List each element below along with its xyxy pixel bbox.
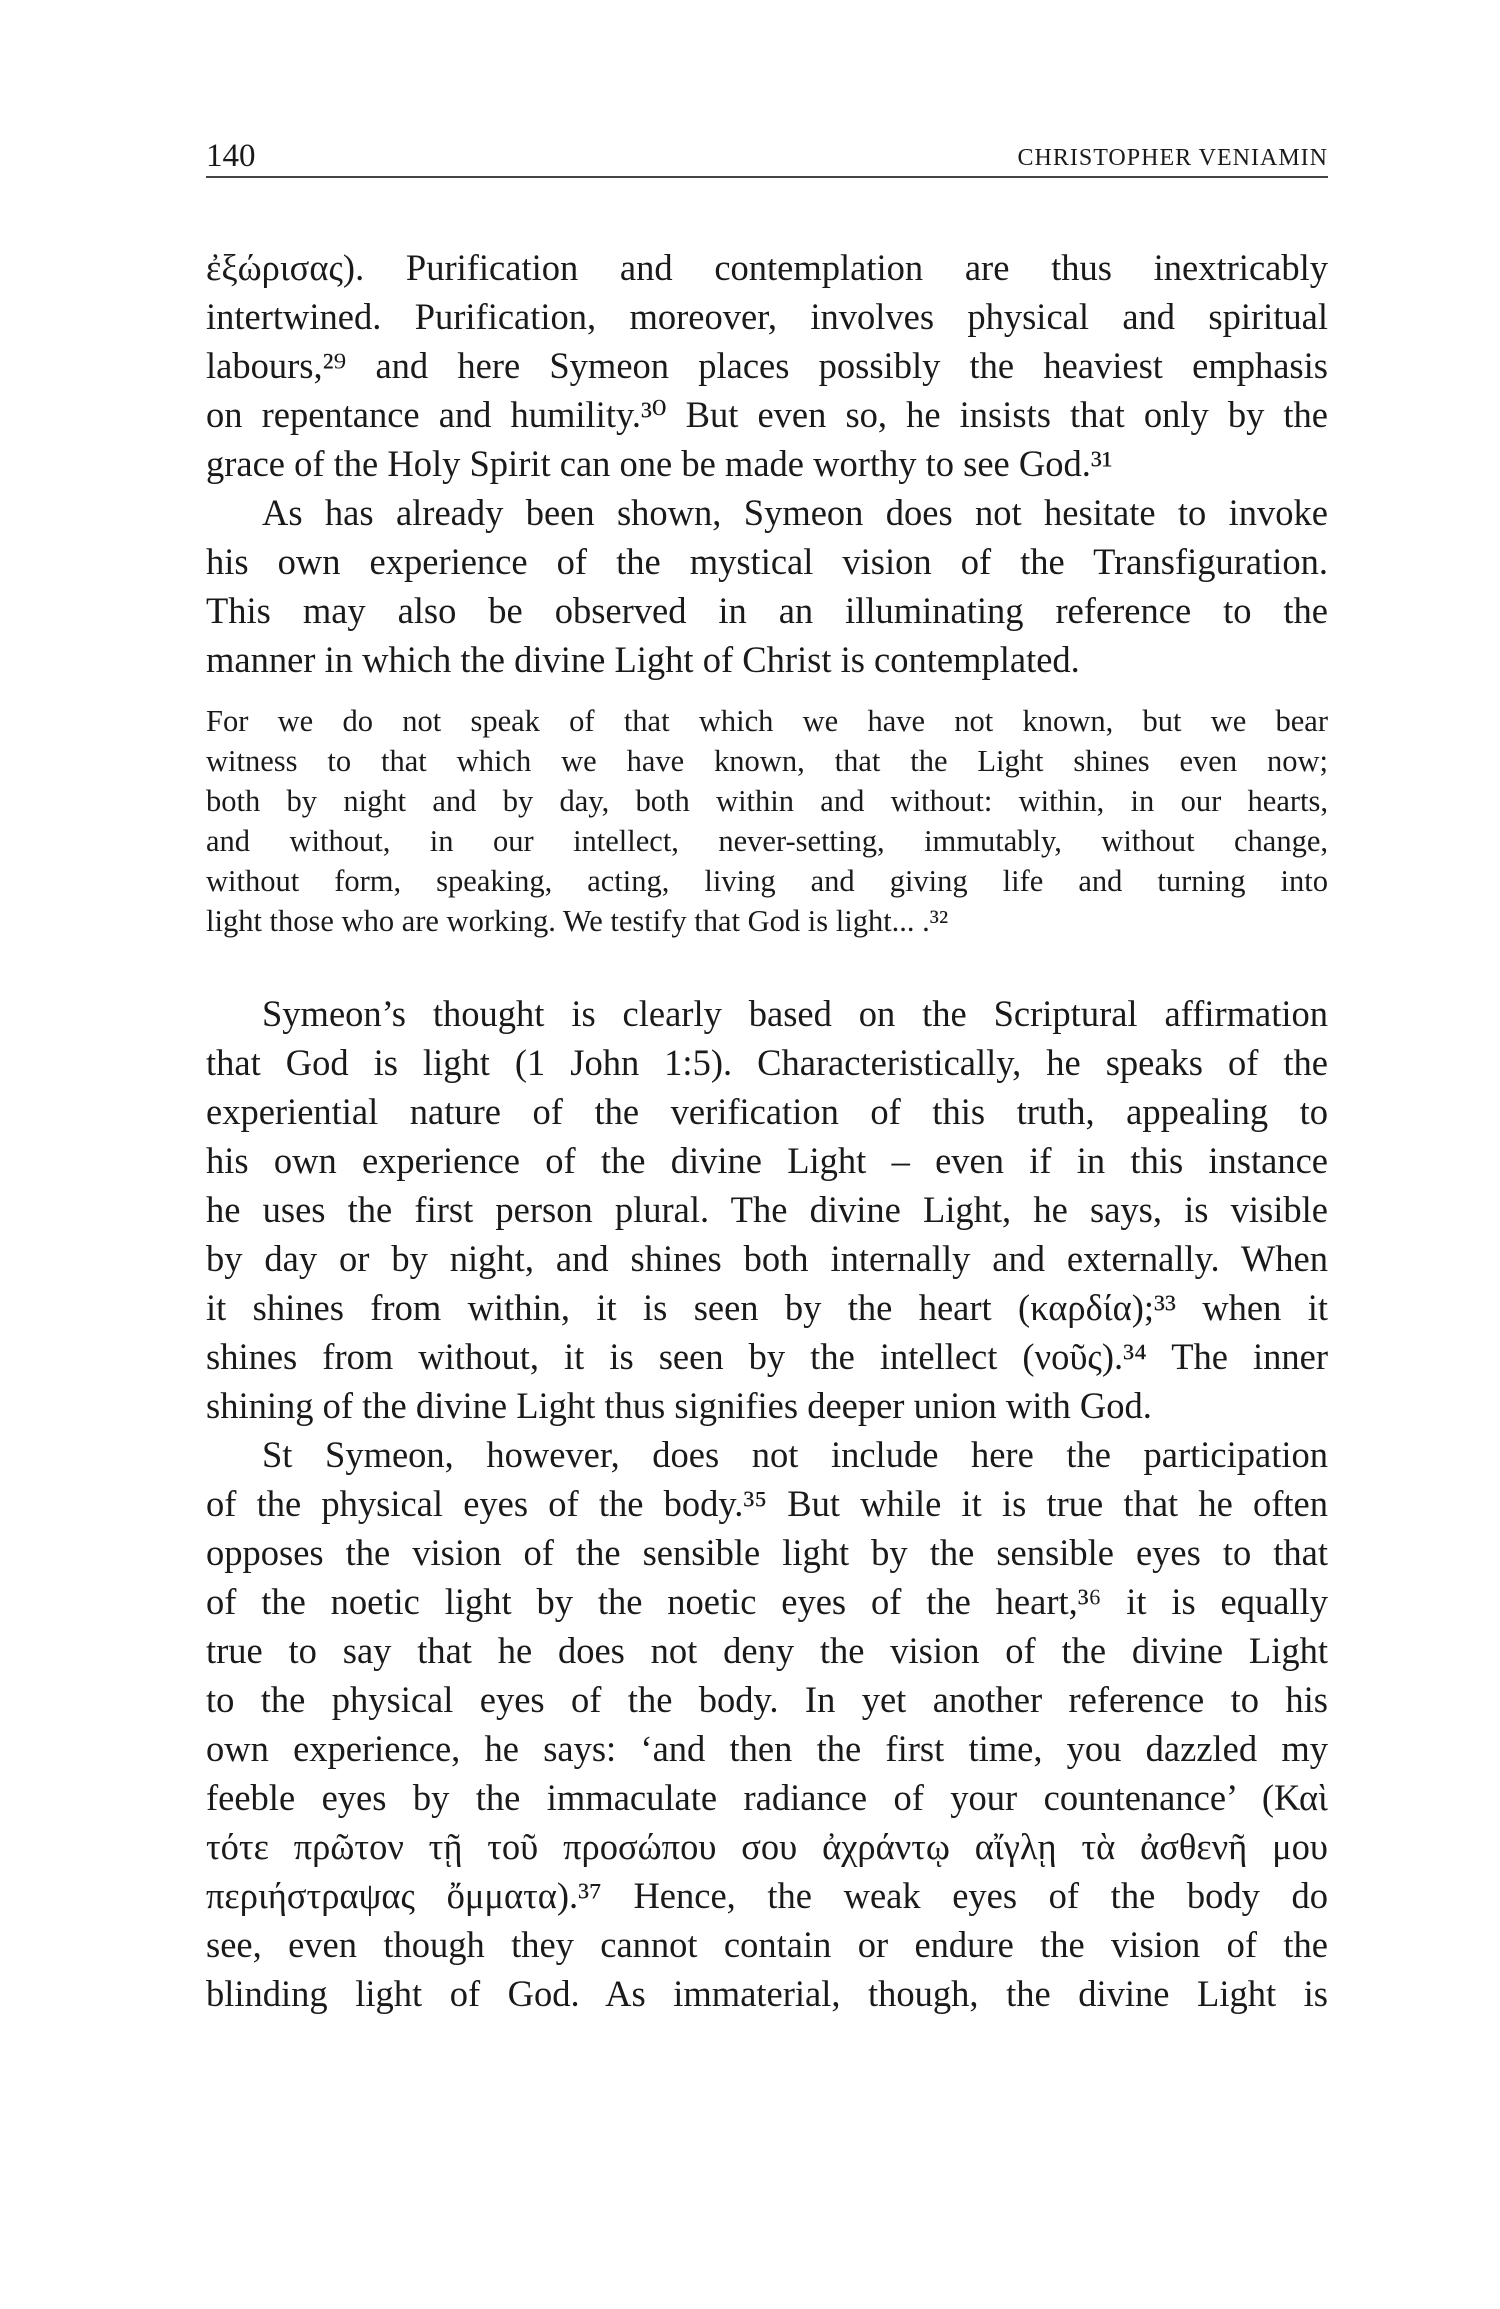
body-line: of the noetic light by the noetic eyes of the heart,³⁶ it is equally xyxy=(206,1581,1328,1622)
quote-line: For we do not speak of that which we have not known, but we bear xyxy=(206,704,1328,738)
body-line: Symeon’s thought is clearly based on the Scriptural affirmation xyxy=(262,993,1328,1034)
body-line: his own experience of the mystical vision of the Transfiguration. xyxy=(206,541,1328,582)
body-line: manner in which the divine Light of Christ is contemplated. xyxy=(206,639,1080,680)
body-line: he uses the first person plural. The divine Light, he says, is visible xyxy=(206,1189,1328,1230)
body-line: feeble eyes by the immaculate radiance of your countenance’ (Καὶ xyxy=(206,1777,1328,1818)
body-line: ἐξώρισας). Purification and contemplation are thus inextricably xyxy=(206,247,1328,288)
body-line: As has already been shown, Symeon does not hesitate to invoke xyxy=(262,492,1328,533)
body-line: his own experience of the divine Light – even if in this instance xyxy=(206,1140,1328,1181)
body-line: own experience, he says: ‘and then the first time, you dazzled my xyxy=(206,1728,1328,1769)
body-line: shining of the divine Light thus signifies deeper union with God. xyxy=(206,1385,1152,1426)
body-line: περιήστραψας ὄμματα).³⁷ Hence, the weak eyes of the body do xyxy=(206,1875,1328,1916)
quote-line: both by night and by day, both within and without: within, in our hearts, xyxy=(206,784,1328,818)
body-line: τότε πρῶτον τῇ τοῦ προσώπου σου ἀχράντῳ αἴγλῃ τὰ ἀσθενῆ μου xyxy=(206,1826,1328,1867)
body-line: blinding light of God. As immaterial, though, the divine Light is xyxy=(206,1973,1328,2014)
header-rule xyxy=(206,176,1328,178)
body-line: on repentance and humility.³⁰ But even so, he insists that only by the xyxy=(206,394,1328,435)
running-header xyxy=(206,138,1328,178)
body-line: by day or by night, and shines both internally and externally. When xyxy=(206,1238,1328,1279)
body-line: true to say that he does not deny the vision of the divine Light xyxy=(206,1630,1328,1671)
body-line: St Symeon, however, does not include here the participation xyxy=(262,1434,1328,1475)
quote-line: without form, speaking, acting, living and giving life and turning into xyxy=(206,864,1328,898)
page-number: 140 xyxy=(206,138,256,174)
quote-line: witness to that which we have known, that the Light shines even now; xyxy=(206,744,1328,778)
body-line: intertwined. Purification, moreover, involves physical and spiritual xyxy=(206,296,1328,337)
body-line: it shines from within, it is seen by the heart (καρδία);³³ when it xyxy=(206,1287,1328,1328)
quote-line: and without, in our intellect, never-setting, immutably, without change, xyxy=(206,824,1328,858)
body-line: that God is light (1 John 1:5). Characteristically, he speaks of the xyxy=(206,1042,1328,1083)
body-line: grace of the Holy Spirit can one be made worthy to see God.³¹ xyxy=(206,443,1113,484)
body-line: experiential nature of the verification of this truth, appealing to xyxy=(206,1091,1328,1132)
body-line: of the physical eyes of the body.³⁵ But while it is true that he often xyxy=(206,1483,1328,1524)
running-head-author: CHRISTOPHER VENIAMIN xyxy=(1017,145,1328,171)
quote-line: light those who are working. We testify that God is light... .³² xyxy=(206,904,949,938)
body-line: This may also be observed in an illuminating reference to the xyxy=(206,590,1328,631)
body-line: see, even though they cannot contain or endure the vision of the xyxy=(206,1924,1328,1965)
body-line: to the physical eyes of the body. In yet another reference to his xyxy=(206,1679,1328,1720)
body-line: shines from without, it is seen by the intellect (νοῦς).³⁴ The inner xyxy=(206,1336,1328,1377)
body-line: labours,²⁹ and here Symeon places possibly the heaviest emphasis xyxy=(206,345,1328,386)
body-line: opposes the vision of the sensible light by the sensible eyes to that xyxy=(206,1532,1328,1573)
